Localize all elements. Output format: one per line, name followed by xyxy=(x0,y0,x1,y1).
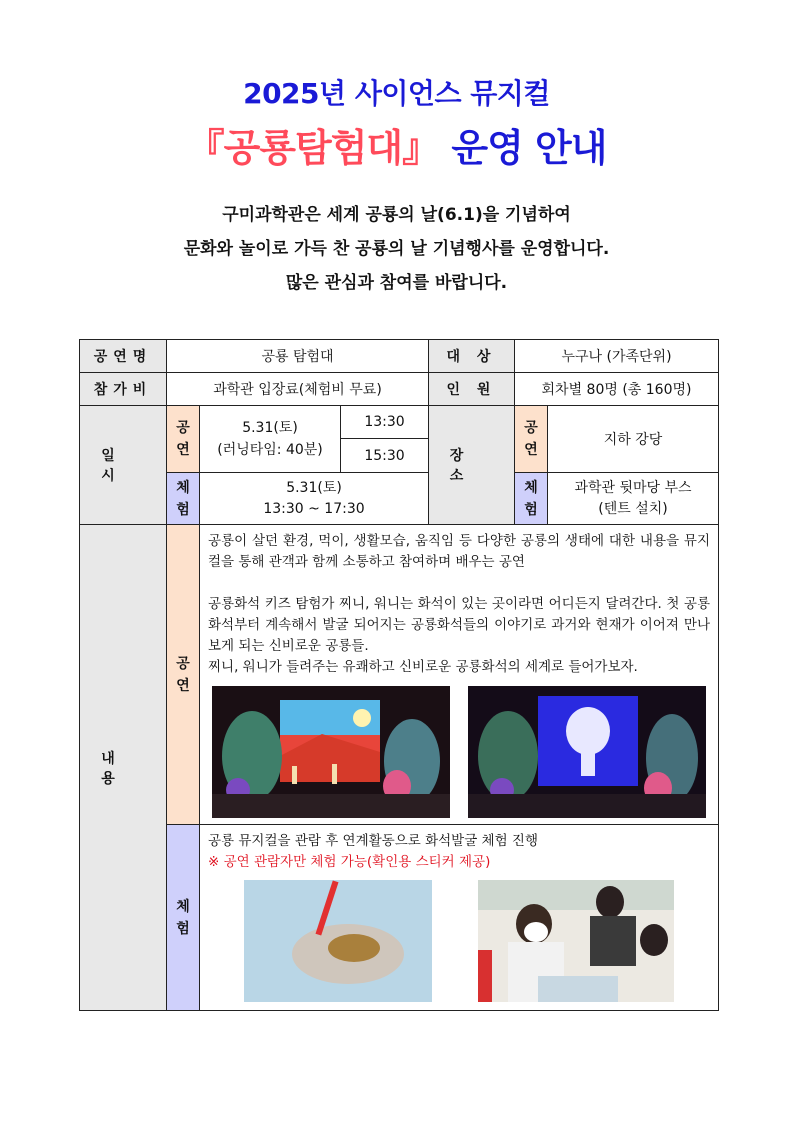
value-show-name: 공룡 탐험대 xyxy=(167,340,429,373)
value-fee: 과학관 입장료(체험비 무료) xyxy=(167,373,429,406)
label-fee: 참가비 xyxy=(80,373,167,406)
label-schedule: 일 시 xyxy=(80,406,167,525)
label-show-name: 공연명 xyxy=(80,340,167,373)
place-exp-value xyxy=(548,473,719,525)
intro-text xyxy=(0,198,793,300)
kids-photo xyxy=(478,880,674,1002)
place-exp-label: 체험 xyxy=(515,473,548,525)
schedule-time-2: 15:30 xyxy=(341,439,429,473)
stage-photo-2 xyxy=(468,686,706,818)
title-line2 xyxy=(0,117,793,172)
perf-date: 5.31(토) xyxy=(242,420,298,436)
place-perf-value: 지하 강당 xyxy=(548,406,719,473)
title-show-name: 『공룡탐험대』 xyxy=(186,126,440,170)
perf-runtime: (러닝타임: 40분) xyxy=(217,442,323,458)
intro-line: 많은 관심과 참여를 바랍니다. xyxy=(285,273,508,293)
perf-photos xyxy=(208,686,710,818)
fossil-photo xyxy=(244,880,432,1002)
label-content: 내 용 xyxy=(80,525,167,1011)
label-audience: 대 상 xyxy=(429,340,515,373)
perf-desc-3: 찌니, 워니가 들려주는 유쾌하고 신비로운 공룡화석의 세계로 들어가보자. xyxy=(208,659,638,675)
value-audience: 누구나 (가족단위) xyxy=(515,340,719,373)
info-table xyxy=(79,339,719,1011)
intro-line: 구미과학관은 세계 공룡의 날(6.1)을 기념하여 xyxy=(222,205,571,225)
perf-desc-1: 공룡이 살던 환경, 먹이, 생활모습, 움직임 등 다양한 공룡의 생태에 대한 내용을 뮤지컬을 통해 관객과 함께 소통하고 참여하며 배우는 공연 xyxy=(208,533,711,570)
exp-date: 5.31(토) xyxy=(286,479,342,496)
perf-desc-2: 공룡화석 키즈 탐험가 찌니, 워니는 화석이 있는 곳이라면 어디든지 달려간다. 첫 공룡화석부터 계속해서 발굴 되어지는 공룡화석들의 이야기로 과거와 현재가 이어져 만나보게 되는 신비로운 공룡들. xyxy=(208,596,711,654)
intro-line: 문화와 놀이로 가득 찬 공룡의 날 기념행사를 운영합니다. xyxy=(183,239,610,259)
title-suffix: 운영 안내 xyxy=(451,126,607,170)
stage-photo-1 xyxy=(212,686,450,818)
label-capacity: 인 원 xyxy=(429,373,515,406)
place-exp-line2: (텐트 설치) xyxy=(598,500,668,517)
label-place: 장 소 xyxy=(429,406,515,525)
content-exp-label: 체험 xyxy=(167,825,200,1011)
value-capacity: 회차별 80명 (총 160명) xyxy=(515,373,719,406)
exp-note: ※ 공연 관람자만 체험 가능(확인용 스티커 제공) xyxy=(208,854,491,870)
content-exp-cell xyxy=(200,825,719,1011)
exp-desc: 공룡 뮤지컬을 관람 후 연계활동으로 화석발굴 체험 진행 xyxy=(208,833,538,849)
title-line1: 2025년 사이언스 뮤지컬 xyxy=(243,77,550,110)
place-perf-label: 공연 xyxy=(515,406,548,473)
content-perf-label: 공연 xyxy=(167,525,200,825)
schedule-exp-label: 체험 xyxy=(167,473,200,525)
exp-photos xyxy=(208,880,710,1002)
schedule-exp-time xyxy=(200,473,429,525)
exp-time: 13:30 ~ 17:30 xyxy=(263,500,365,517)
schedule-perf-date xyxy=(200,406,341,473)
content-perf-cell xyxy=(200,525,719,825)
place-exp-line1: 과학관 뒷마당 부스 xyxy=(574,479,692,496)
schedule-time-1: 13:30 xyxy=(341,406,429,439)
schedule-perf-label: 공연 xyxy=(167,406,200,473)
